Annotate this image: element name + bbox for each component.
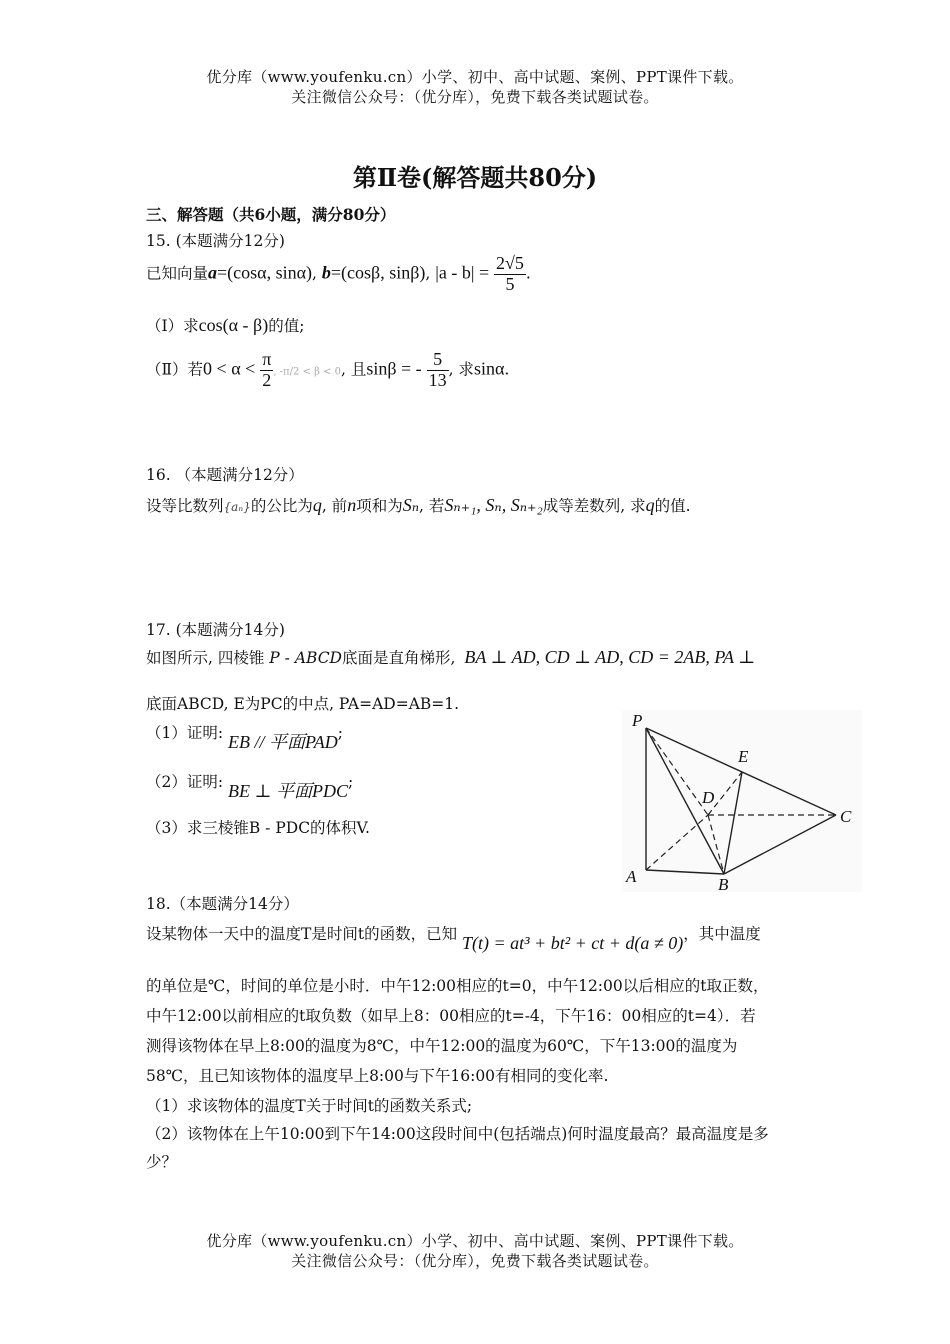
- q16-t6: 成等差数列, 求: [542, 497, 646, 515]
- label-B: B: [718, 875, 729, 894]
- q15-sin-num: 5: [427, 350, 449, 371]
- page-title: 第Ⅱ卷(解答题共80分): [352, 163, 598, 192]
- section-heading: 三、解答题（共6小题，满分80分）: [146, 205, 396, 224]
- q17-part3: （3）求三棱锥B - PDC的体积V.: [146, 819, 370, 837]
- q16-t7: 的值.: [654, 497, 691, 515]
- label-A: A: [626, 867, 637, 886]
- q17-p1-end: ;: [337, 724, 343, 742]
- q17-p2-label: （2）证明:: [146, 773, 224, 791]
- label-C: C: [840, 807, 852, 826]
- q15-part2-end: .: [504, 360, 510, 379]
- q18-l1-math: T(t) = at³ + bt² + ct + d(a ≠ 0): [462, 933, 684, 953]
- q15-heading: 15. (本题满分12分): [146, 232, 285, 250]
- q15-pi-den: 2: [262, 369, 272, 390]
- q16-t5: , 若: [419, 497, 445, 515]
- q16-q2: q: [645, 495, 655, 515]
- q16-body: [146, 494, 691, 516]
- q17-line2: 底面ABCD, E为PC的中点, PA=AD=AB=1.: [146, 695, 460, 713]
- q17-line1-math: BA ⊥ AD, CD ⊥ AD, CD = 2AB, PA ⊥: [464, 647, 756, 667]
- q15-part2-expr3: sinα: [473, 358, 505, 379]
- q18-line5: 58℃，且已知该物体的温度早上8:00与下午16:00有相同的变化率.: [146, 1067, 609, 1085]
- q17-heading: 17. (本题满分14分): [146, 621, 285, 639]
- q17-line1-text: 如图所示, 四棱锥: [146, 649, 265, 667]
- q17-line1: [146, 646, 755, 668]
- q15-sin-den: 13: [428, 369, 447, 390]
- q18-line2: 的单位是℃，时间的单位是小时．中午12:00相应的t=0，中午12:00以后相应的t取正数，: [146, 977, 769, 995]
- q15-vec-b: b: [321, 262, 331, 283]
- q15-sin-fraction: [427, 350, 449, 391]
- q15-part1-label: （Ⅰ）求: [146, 317, 199, 335]
- q15-end: .: [525, 264, 531, 283]
- q17-p1-label: （1）证明:: [146, 724, 224, 742]
- q17-line1-text2: 底面是直角梯形,: [341, 649, 456, 667]
- q18-line4: 测得该物体在早上8:00的温度为8℃，中午12:00的温度为60℃，下午13:00的温度为: [146, 1037, 738, 1055]
- q15-frac-den: 5: [505, 273, 515, 294]
- q15-sep-2: ,: [425, 264, 431, 283]
- q15-part2-expr1: 0 < α <: [203, 358, 256, 379]
- q15-pi-num: π: [262, 349, 272, 369]
- q17-part1: [146, 718, 343, 752]
- q16-Sn: Sₙ: [402, 495, 419, 515]
- q16-t3: , 前: [321, 497, 348, 515]
- q16-heading: 16. （本题满分12分）: [146, 466, 304, 484]
- q15-part1-end: 的值;: [268, 317, 305, 335]
- pyramid-figure: [620, 710, 865, 895]
- q15-intro: [146, 254, 531, 295]
- q16-seq: {aₙ}: [223, 500, 251, 514]
- q15-part2-ask: , 求: [448, 360, 474, 379]
- q16-t2: 的公比为: [250, 497, 313, 515]
- header-line-1: 优分库（www.youfenku.cn）小学、初中、高中试题、案例、PPT课件下载。: [206, 68, 744, 86]
- q15-part2-and: , 且: [340, 360, 367, 379]
- q18-line6: （1）求该物体的温度T关于时间t的函数关系式;: [146, 1097, 473, 1115]
- q15-vec-b-expr: =(cosβ, sinβ): [330, 262, 426, 283]
- q15-vec-a-expr: =(cosα, sinα): [217, 262, 313, 283]
- q18-line7: （2）该物体在上午10:00到下午14:00这段时间中(包括端点)何时温度最高？最高温度是多: [146, 1125, 769, 1143]
- q16-t4: 项和为: [356, 497, 403, 515]
- q16-triple: Sₙ₊₁, Sₙ, Sₙ₊₂: [444, 495, 543, 515]
- q17-p2-end: ;: [347, 773, 354, 791]
- q18-l1-end: ，其中温度: [683, 925, 761, 943]
- q15-norm-expr: |a - b| =: [435, 262, 490, 283]
- q15-vec-a: a: [208, 262, 218, 283]
- header-line-2: 关注微信公众号：（优分库），免费下载各类试题试卷。: [291, 88, 659, 106]
- q18-l1-text: 设某物体一天中的温度T是时间t的函数，已知: [146, 925, 458, 943]
- q15-part2-expr2: sinβ = -: [366, 358, 422, 379]
- q18-line1: [146, 922, 761, 953]
- q15-intro-prefix: 已知向量: [146, 264, 209, 283]
- label-D: D: [702, 788, 715, 807]
- q15-part2-label: （Ⅱ）若: [146, 360, 204, 379]
- q18-heading: 18.（本题满分14分）: [146, 895, 299, 913]
- q17-pyramid: P - ABCD: [269, 649, 342, 667]
- q15-pi-fraction: [260, 350, 273, 391]
- q15-part1-expr: cos(α - β): [198, 315, 269, 335]
- q15-sep: ,: [312, 264, 317, 283]
- q18-line8: 少？: [146, 1153, 178, 1171]
- q17-part2: [146, 767, 354, 801]
- q17-p1-math: EB // 平面PAD: [228, 732, 338, 752]
- label-P: P: [632, 711, 643, 730]
- q17-p2-math: BE ⊥ 平面PDC: [228, 781, 348, 801]
- footer-line-2: 关注微信公众号：（优分库），免费下载各类试题试卷。: [291, 1252, 659, 1270]
- q15-norm-fraction: [494, 254, 526, 295]
- q18-line3: 中午12:00以前相应的t取负数（如早上8：00相应的t=-4，下午16：00相应的t=4）．若: [146, 1007, 756, 1025]
- q16-n: n: [347, 495, 357, 515]
- q16-q: q: [312, 495, 322, 515]
- q16-t1: 设等比数列: [146, 497, 224, 515]
- q15-frac-num: 2√5: [496, 253, 524, 273]
- footer-line-1: 优分库（www.youfenku.cn）小学、初中、高中试题、案例、PPT课件下载。: [206, 1232, 744, 1250]
- q15-part1: [146, 314, 304, 336]
- label-E: E: [738, 747, 749, 766]
- q15-part2-faint: , -π/2 < β < 0: [273, 366, 341, 378]
- q15-part2: [146, 350, 509, 391]
